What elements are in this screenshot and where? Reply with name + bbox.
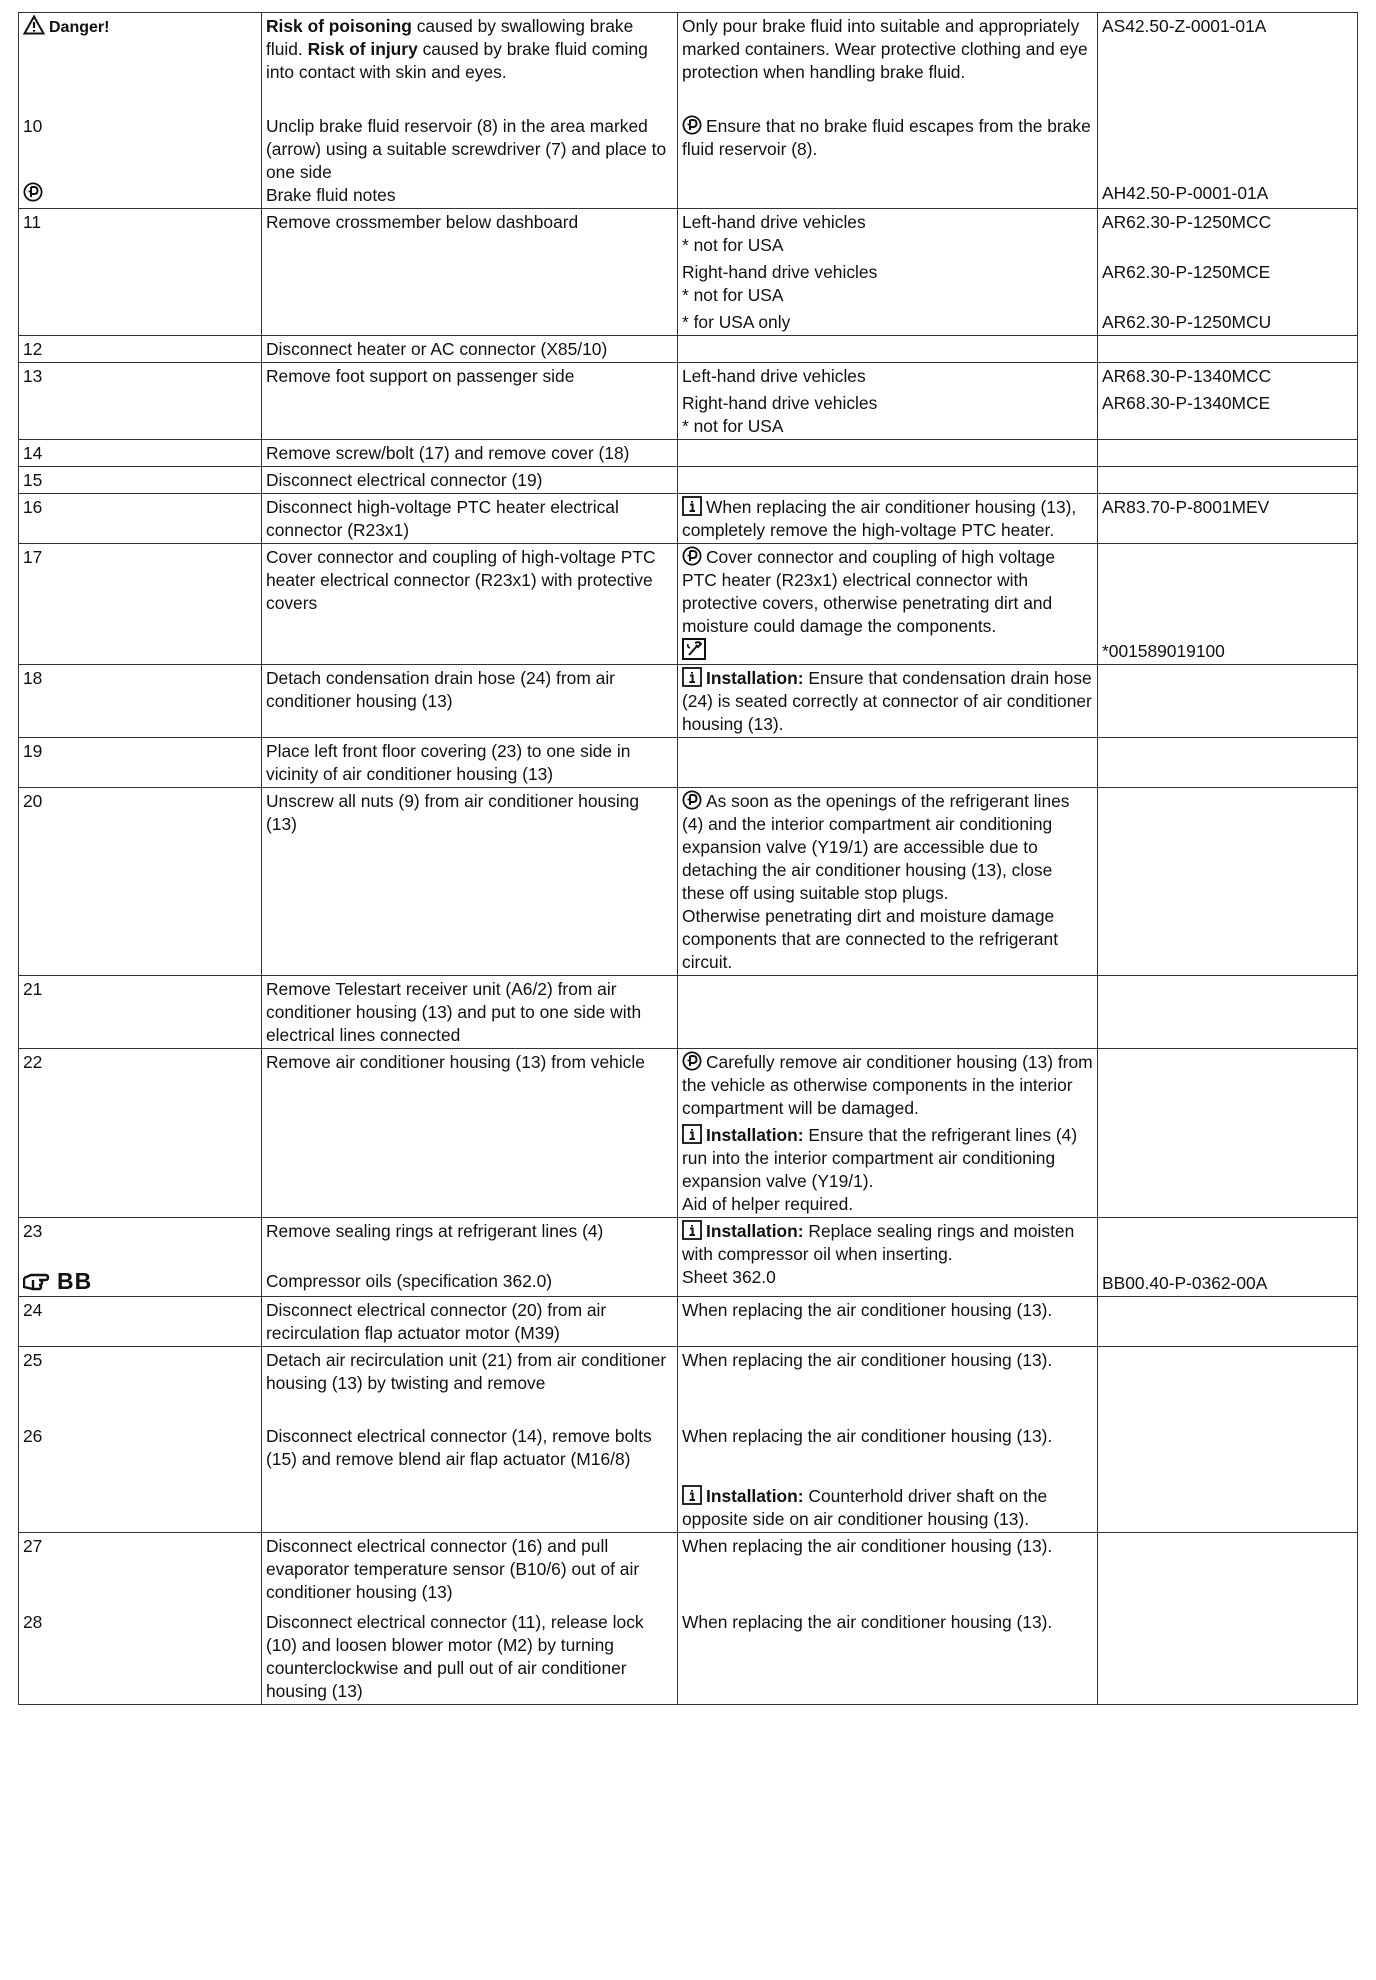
action-cell: Disconnect high-voltage PTC heater electrical connector (R23x1) (262, 494, 678, 544)
risk-of-poisoning-label: Risk of poisoning (266, 16, 412, 36)
note-text: When replacing the air conditioner housing (13), completely remove the high-voltage PTC heater. (682, 497, 1077, 540)
note-text: Ensure that no brake fluid escapes from the brake fluid reservoir (8). (682, 116, 1091, 159)
step-cell (19, 1218, 262, 1297)
table-row (19, 665, 1358, 738)
procedure-table (18, 12, 1358, 1705)
note-text: Sheet 362.0 (682, 1267, 776, 1287)
note-cell (678, 363, 1098, 440)
note-text: When replacing the air conditioner housing (13). (682, 1350, 1053, 1370)
action-cell: Unscrew all nuts (9) from air conditioner housing (13) (262, 788, 678, 976)
step-cell: 12 (19, 336, 262, 363)
ref-code[interactable]: AR68.30-P-1340MCC (1102, 366, 1272, 386)
note-text: When replacing the air conditioner housing (13). (682, 1426, 1053, 1446)
action-cell: Place left front floor covering (23) to one side in vicinity of air conditioner housing (13) (262, 738, 678, 788)
notice-icon (682, 546, 702, 566)
table-row (19, 976, 1358, 1049)
step-cell: 21 (19, 976, 262, 1049)
note-text: When replacing the air conditioner housing (13). (682, 1612, 1053, 1632)
note-text: * not for USA (682, 235, 784, 255)
note-cell (678, 336, 1098, 363)
action-cell: Disconnect electrical connector (19) (262, 467, 678, 494)
installation-label: Installation: (706, 1125, 804, 1145)
action-text: Compressor oils (specification 362.0) (266, 1271, 553, 1291)
installation-label: Installation: (706, 1486, 804, 1506)
action-cell: Remove foot support on passenger side (262, 363, 678, 440)
note-text: Carefully remove air conditioner housing (13) from the vehicle as otherwise components in the interior compartment will be damaged. (682, 1052, 1093, 1118)
info-icon (682, 496, 702, 516)
action-cell: Cover connector and coupling of high-voltage PTC heater electrical connector (R23x1) with protective covers (262, 544, 678, 665)
info-icon (682, 1124, 702, 1144)
step-cell: 20 (19, 788, 262, 976)
note-text: Right-hand drive vehicles (682, 393, 878, 413)
table-row (19, 788, 1358, 976)
action-text: Detach air recirculation unit (21) from air conditioner housing (13) by twisting and remove (266, 1350, 667, 1393)
table-row (19, 494, 1358, 544)
ref-code[interactable]: AR62.30-P-1250MCE (1102, 262, 1271, 282)
step-cell: 15 (19, 467, 262, 494)
action-cell: Remove air conditioner housing (13) from vehicle (262, 1049, 678, 1218)
note-cell (678, 467, 1098, 494)
note-cell (678, 976, 1098, 1049)
installation-label: Installation: (706, 668, 804, 688)
step-number: 25 (23, 1350, 43, 1370)
table-row (19, 467, 1358, 494)
danger-text: caused by swallowing brake fluid. (266, 16, 634, 59)
action-cell: Remove crossmember below dashboard (262, 209, 678, 336)
step-cell: 14 (19, 440, 262, 467)
bb-label: BB (57, 1268, 93, 1294)
notice-icon (682, 115, 702, 135)
note-cell (678, 1533, 1098, 1705)
table-row (19, 738, 1358, 788)
table-row (19, 1533, 1358, 1705)
note-text: Left-hand drive vehicles (682, 366, 866, 386)
notice-icon (682, 790, 702, 810)
note-text: Counterhold driver shaft on the opposite side on air conditioner housing (13). (682, 1486, 1048, 1529)
note-text: Aid of helper required. (682, 1194, 854, 1214)
note-text: Only pour brake fluid into suitable and appropriately marked containers. Wear protective clothing and eye protection when handling brake fluid. (682, 16, 1088, 82)
step-cell: 24 (19, 1297, 262, 1347)
action-cell: Disconnect electrical connector (20) from air recirculation flap actuator motor (M39) (262, 1297, 678, 1347)
ref-cell (1098, 738, 1358, 788)
note-cell: When replacing the air conditioner housing (13). (678, 1297, 1098, 1347)
table-row (19, 209, 1358, 336)
action-text: Remove sealing rings at refrigerant lines (4) (266, 1221, 604, 1241)
table-row (19, 363, 1358, 440)
note-text: Right-hand drive vehicles (682, 262, 878, 282)
note-text: Left-hand drive vehicles (682, 212, 866, 232)
table-row (19, 440, 1358, 467)
danger-label: Danger! (49, 19, 110, 36)
note-cell (678, 788, 1098, 976)
note-cell (678, 1347, 1098, 1533)
step-cell (19, 1347, 262, 1533)
ref-cell (1098, 209, 1358, 336)
note-cell (678, 665, 1098, 738)
danger-text: caused by brake fluid coming into contact with skin and eyes. (266, 39, 648, 82)
note-text: * not for USA (682, 285, 784, 305)
ref-cell (1098, 13, 1358, 209)
table-row (19, 1297, 1358, 1347)
tool-number[interactable]: *001589019100 (1102, 641, 1225, 661)
ref-cell (1098, 544, 1358, 665)
note-cell (678, 209, 1098, 336)
action-text: Disconnect electrical connector (11), release lock (10) and loosen blower motor (M2) by turning counterclockwise and pull out of air conditioner housing (13) (266, 1612, 644, 1701)
note-cell (678, 738, 1098, 788)
action-cell (262, 13, 678, 209)
action-text: Brake fluid notes (266, 185, 396, 205)
action-cell (262, 1218, 678, 1297)
action-cell: Detach condensation drain hose (24) from air conditioner housing (13) (262, 665, 678, 738)
note-cell (678, 544, 1098, 665)
table-row (19, 1347, 1358, 1533)
note-text: Ensure that condensation drain hose (24) is seated correctly at connector of air conditioner housing (13). (682, 668, 1092, 734)
ref-code[interactable]: AR62.30-P-1250MCU (1102, 312, 1272, 332)
note-text: Replace sealing rings and moisten with compressor oil when inserting. (682, 1221, 1075, 1264)
note-text: Otherwise penetrating dirt and moisture damage components that are connected to the refrigerant circuit. (682, 906, 1059, 972)
action-cell: Remove Telestart receiver unit (A6/2) from air conditioner housing (13) and put to one side with electrical lines connected (262, 976, 678, 1049)
note-cell (678, 13, 1098, 209)
special-tool-icon (682, 638, 706, 660)
note-cell (678, 1049, 1098, 1218)
note-text: As soon as the openings of the refrigerant lines (4) and the interior compartment air conditioning expansion valve (Y19/1) are accessible due to detaching the air conditioner housing (13), close these off using suitable stop plugs. (682, 791, 1070, 903)
step-number: 10 (23, 116, 43, 136)
notice-icon (23, 182, 43, 202)
ref-cell (1098, 976, 1358, 1049)
note-cell (678, 440, 1098, 467)
installation-label: Installation: (706, 1221, 804, 1241)
step-cell: 11 (19, 209, 262, 336)
info-icon (682, 1485, 702, 1505)
ref-cell[interactable]: AR83.70-P-8001MEV (1098, 494, 1358, 544)
info-icon (682, 667, 702, 687)
notice-icon (682, 1051, 702, 1071)
step-cell: 17 (19, 544, 262, 665)
step-number: 23 (23, 1221, 43, 1241)
action-cell (262, 1347, 678, 1533)
table-row (19, 336, 1358, 363)
step-cell: 19 (19, 738, 262, 788)
ref-cell (1098, 467, 1358, 494)
risk-of-injury-label: Risk of injury (307, 39, 418, 59)
note-text: When replacing the air conditioner housing (13). (682, 1536, 1053, 1556)
step-number: 26 (23, 1426, 43, 1446)
action-text: Disconnect electrical connector (14), remove bolts (15) and remove blend air flap actuator (M16/8) (266, 1426, 652, 1469)
action-cell (262, 1533, 678, 1705)
table-row (19, 1049, 1358, 1218)
step-cell: 13 (19, 363, 262, 440)
action-text: Unclip brake fluid reservoir (8) in the area marked (arrow) using a suitable screwdriver (7) and place to one side (266, 116, 667, 182)
ref-code[interactable]: AR62.30-P-1250MCC (1102, 212, 1272, 232)
note-cell (678, 1218, 1098, 1297)
ref-cell (1098, 1049, 1358, 1218)
table-row (19, 13, 1358, 209)
table-row (19, 544, 1358, 665)
ref-code[interactable]: AR68.30-P-1340MCE (1102, 393, 1271, 413)
ref-code[interactable]: BB00.40-P-0362-00A (1102, 1273, 1268, 1293)
ref-cell (1098, 440, 1358, 467)
note-text: Ensure that the refrigerant lines (4) run into the interior compartment air conditioning expansion valve (Y19/1). (682, 1125, 1078, 1191)
pointing-hand-icon (23, 1272, 53, 1292)
ref-code[interactable]: AS42.50-Z-0001-01A (1102, 16, 1267, 36)
note-text: * for USA only (682, 312, 791, 332)
ref-cell (1098, 788, 1358, 976)
ref-cell (1098, 1533, 1358, 1705)
step-cell (19, 1533, 262, 1705)
step-cell (19, 13, 262, 209)
action-text: Disconnect electrical connector (16) and pull evaporator temperature sensor (B10/6) out of air conditioner housing (13) (266, 1536, 640, 1602)
step-cell: 16 (19, 494, 262, 544)
ref-cell (1098, 1297, 1358, 1347)
ref-code[interactable]: AH42.50-P-0001-01A (1102, 183, 1269, 203)
table-row (19, 1218, 1358, 1297)
note-text: * not for USA (682, 416, 784, 436)
step-cell: 18 (19, 665, 262, 738)
step-number: 28 (23, 1612, 43, 1632)
ref-cell (1098, 1347, 1358, 1533)
repair-procedure-page (18, 12, 1357, 1705)
info-icon (682, 1220, 702, 1240)
warning-triangle-icon (23, 15, 45, 35)
action-cell: Remove screw/bolt (17) and remove cover (18) (262, 440, 678, 467)
step-cell: 22 (19, 1049, 262, 1218)
note-text: Cover connector and coupling of high voltage PTC heater (R23x1) electrical connector with protective covers, otherwise penetrating dirt and moisture could damage the components. (682, 547, 1056, 636)
ref-cell (1098, 336, 1358, 363)
step-number: 27 (23, 1536, 43, 1556)
ref-cell (1098, 665, 1358, 738)
note-cell (678, 494, 1098, 544)
ref-cell (1098, 1218, 1358, 1297)
action-cell: Disconnect heater or AC connector (X85/10) (262, 336, 678, 363)
ref-cell (1098, 363, 1358, 440)
